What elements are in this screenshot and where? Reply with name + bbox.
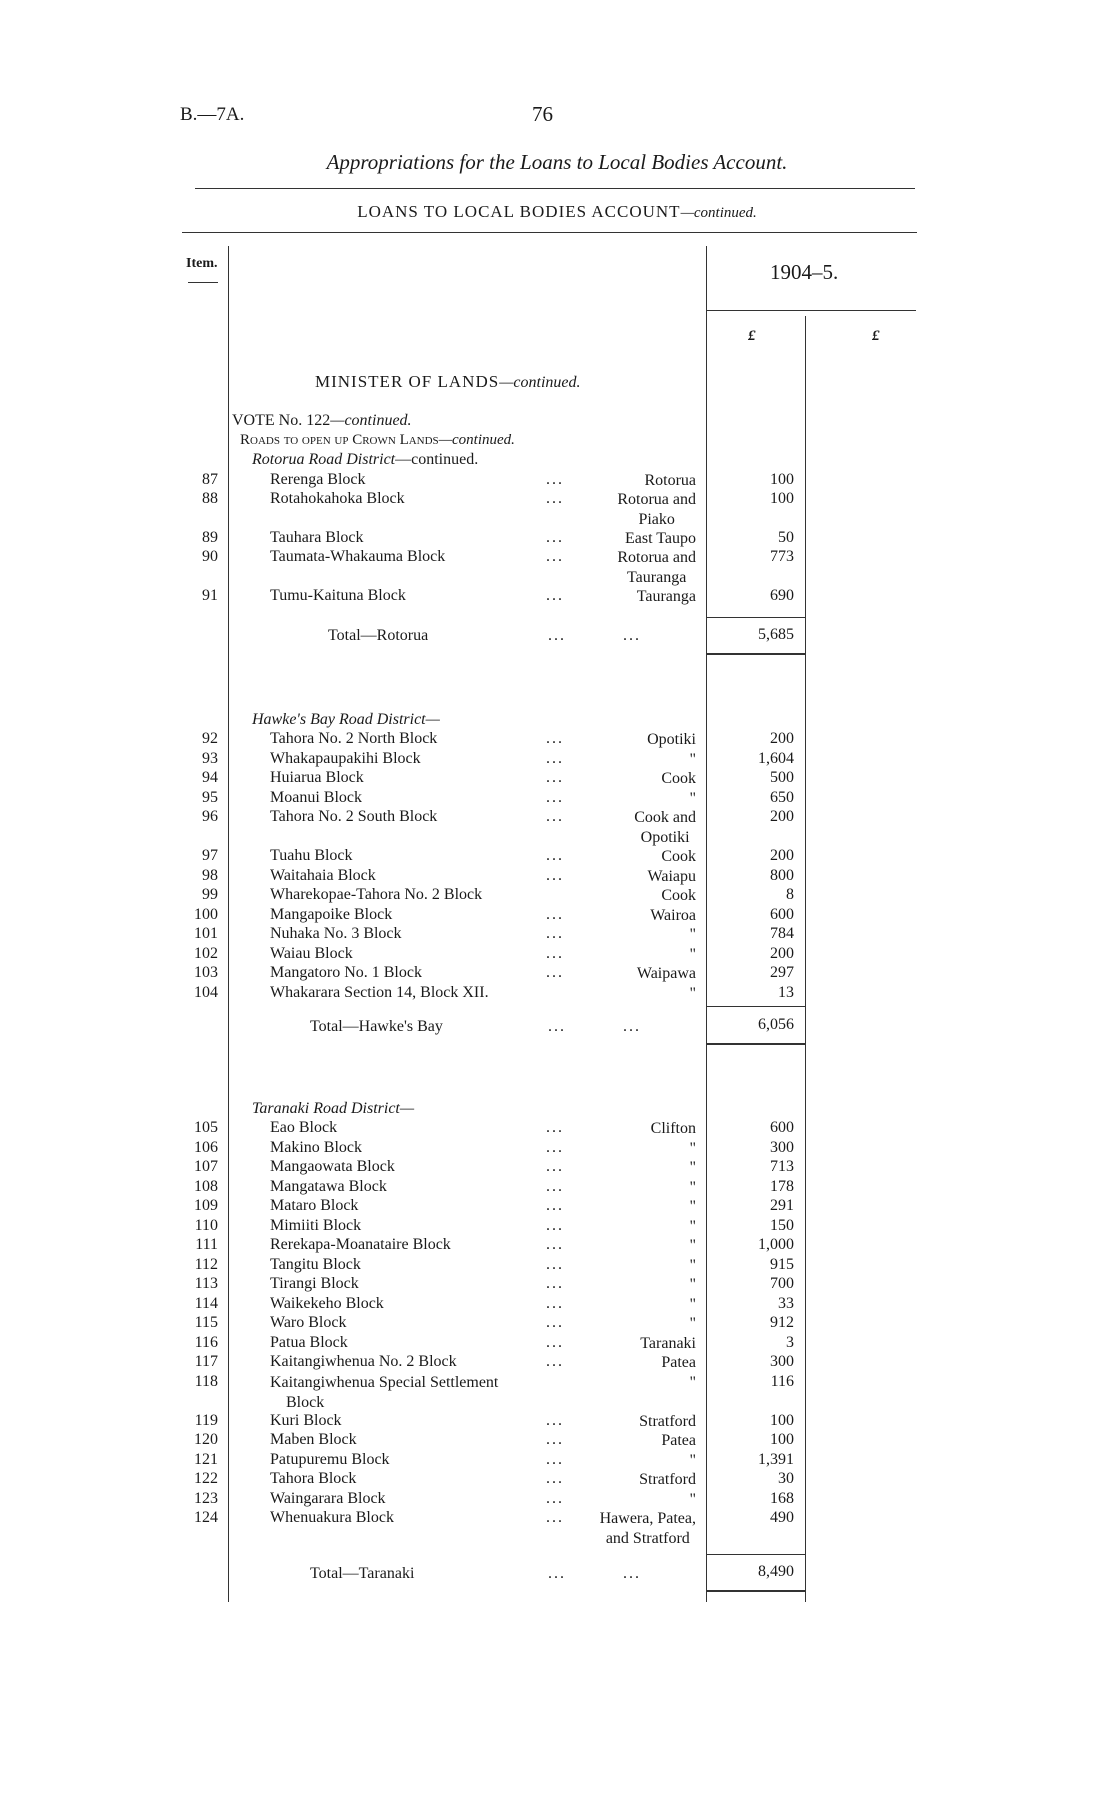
hawkes-bay-row [0, 769, 1114, 789]
taranaki-row [0, 1197, 1114, 1217]
taranaki-district-heading: Taranaki Road District— [252, 1100, 415, 1117]
taranaki-block-name: Tirangi Block [270, 1275, 359, 1292]
taranaki-block-name: Waikekeho Block [270, 1295, 384, 1312]
taranaki-amount: 168 [770, 1490, 794, 1507]
hawkes-bay-item-number: 92 [202, 730, 218, 747]
hawkes-bay-item-number: 98 [202, 867, 218, 884]
taranaki-leader-dots: ... [546, 1178, 564, 1195]
rotorua-total-rule-top [706, 617, 805, 618]
taranaki-amount: 3 [786, 1334, 794, 1351]
item-column-header: Item. [186, 256, 218, 271]
taranaki-county: " [689, 1257, 696, 1274]
rotorua-leader-dots: ... [546, 587, 564, 604]
hawkes-bay-amount: 800 [770, 867, 794, 884]
taranaki-amount: 915 [770, 1256, 794, 1273]
hawkes-bay-row [0, 945, 1114, 965]
taranaki-row [0, 1236, 1114, 1256]
hawkes-bay-row [0, 886, 1114, 906]
rotorua-heading-continued: —continued. [395, 451, 479, 468]
hawkes-bay-county: " [689, 751, 696, 768]
taranaki-row [0, 1412, 1114, 1432]
hawkes-bay-row [0, 964, 1114, 984]
hawkes-bay-total-amount: 6,056 [758, 1016, 794, 1033]
rotorua-heading-text: Rotorua Road District [252, 451, 396, 468]
taranaki-amount: 700 [770, 1275, 794, 1292]
taranaki-amount: 100 [770, 1431, 794, 1448]
taranaki-item-number: 111 [195, 1236, 218, 1253]
hawkes-bay-total-rule-top [706, 1006, 805, 1007]
taranaki-block-name: Rerekapa-Moanataire Block [270, 1236, 451, 1253]
hawkes-bay-item-number: 94 [202, 769, 218, 786]
taranaki-row [0, 1490, 1114, 1510]
hawkes-bay-row [0, 867, 1114, 887]
taranaki-total-label: Total—Taranaki [310, 1565, 415, 1582]
hawkes-bay-row [0, 808, 1114, 846]
taranaki-item-number: 109 [194, 1197, 218, 1214]
rotorua-item-number: 87 [202, 471, 218, 488]
taranaki-item-number: 121 [194, 1451, 218, 1468]
account-subtitle-continued: —continued. [680, 205, 757, 221]
taranaki-item-number: 119 [194, 1412, 218, 1429]
minister-heading [315, 372, 581, 392]
taranaki-county: " [689, 1452, 696, 1469]
hawkes-bay-amount: 200 [770, 847, 794, 864]
vote-heading-text: VOTE No. 122 [232, 412, 331, 429]
hawkes-bay-county: Cook [661, 848, 696, 865]
taranaki-leader-dots: ... [546, 1334, 564, 1351]
hawkes-bay-amount: 297 [770, 964, 794, 981]
hawkes-bay-county: " [689, 946, 696, 963]
hawkes-bay-leader-dots: ... [546, 789, 564, 806]
taranaki-county: " [689, 1140, 696, 1157]
hawkes-bay-item-number: 97 [202, 847, 218, 864]
rotorua-leader-dots: ... [546, 471, 564, 488]
taranaki-county: Hawera, Patea, and Stratford [599, 1510, 696, 1547]
hawkes-bay-county: Cook [661, 887, 696, 904]
minister-heading-text: MINISTER OF LANDS [315, 372, 500, 391]
hawkes-bay-amount: 8 [786, 886, 794, 903]
taranaki-amount: 300 [770, 1353, 794, 1370]
taranaki-leader-dots: ... [546, 1490, 564, 1507]
roads-heading [240, 432, 515, 449]
taranaki-block-name: Tahora Block [270, 1470, 357, 1487]
taranaki-item-number: 106 [194, 1139, 218, 1156]
hawkes-bay-block-name: Moanui Block [270, 789, 362, 806]
taranaki-county: " [689, 1374, 696, 1391]
taranaki-item-number: 114 [194, 1295, 218, 1312]
hawkes-bay-county: Wairoa [650, 907, 696, 924]
taranaki-leader-dots: ... [546, 1217, 564, 1234]
hawkes-bay-leader-dots: ... [546, 945, 564, 962]
rotorua-county: Tauranga [636, 588, 696, 605]
taranaki-amount: 150 [770, 1217, 794, 1234]
hawkes-bay-row [0, 789, 1114, 809]
hawkes-bay-county: " [689, 790, 696, 807]
taranaki-item-number: 120 [194, 1431, 218, 1448]
taranaki-block-name: Kuri Block [270, 1412, 342, 1429]
hawkes-bay-item-number: 96 [202, 808, 218, 825]
taranaki-row [0, 1431, 1114, 1451]
rotorua-block-name: Rotahokahoka Block [270, 490, 405, 507]
hawkes-bay-block-name: Whakapaupakihi Block [270, 750, 421, 767]
hawkes-bay-block-name: Waiau Block [270, 945, 353, 962]
hawkes-bay-leader-dots: ... [546, 750, 564, 767]
rotorua-row [0, 529, 1114, 549]
roads-heading-continued: —continued. [438, 432, 515, 448]
title-rule [195, 188, 915, 189]
taranaki-leader-dots: ... [546, 1431, 564, 1448]
hawkes-bay-block-name: Tuahu Block [270, 847, 353, 864]
hawkes-bay-block-name: Mangatoro No. 1 Block [270, 964, 422, 981]
taranaki-total-rule-bottom [706, 1590, 805, 1592]
taranaki-county: Patea [661, 1432, 696, 1449]
hawkes-bay-leader-dots: ... [546, 769, 564, 786]
hawkes-bay-item-number: 101 [194, 925, 218, 942]
rotorua-county: Rotorua and Piako [617, 491, 696, 528]
hawkes-bay-block-name: Waitahaia Block [270, 867, 376, 884]
page-number: 76 [532, 102, 553, 126]
taranaki-row [0, 1334, 1114, 1354]
taranaki-leader-dots: ... [546, 1275, 564, 1292]
taranaki-block-name: Tangitu Block [270, 1256, 361, 1273]
taranaki-total-rule-top [706, 1554, 805, 1555]
rotorua-district-heading [252, 451, 478, 469]
taranaki-block-name: Patupuremu Block [270, 1451, 390, 1468]
hawkes-bay-amount: 200 [770, 730, 794, 747]
taranaki-amount: 300 [770, 1139, 794, 1156]
year-column-header: 1904–5. [770, 260, 839, 284]
hawkes-bay-item-number: 102 [194, 945, 218, 962]
rotorua-county: Rotorua [644, 472, 696, 489]
report-reference: B.—7A. [180, 104, 245, 125]
hawkes-bay-block-name: Tahora No. 2 South Block [270, 808, 438, 825]
taranaki-leader-dots: ... [546, 1451, 564, 1468]
taranaki-block-name: Mataro Block [270, 1197, 359, 1214]
hawkes-bay-leader-dots: ... [546, 964, 564, 981]
taranaki-item-number: 110 [194, 1217, 218, 1234]
taranaki-amount: 600 [770, 1119, 794, 1136]
taranaki-amount: 291 [770, 1197, 794, 1214]
hawkes-bay-leader-dots: ... [546, 867, 564, 884]
taranaki-block-name: Makino Block [270, 1139, 362, 1156]
taranaki-row [0, 1470, 1114, 1490]
taranaki-item-number: 116 [194, 1334, 218, 1351]
rotorua-block-name: Tumu-Kaituna Block [270, 587, 406, 604]
account-subtitle [0, 202, 1114, 222]
taranaki-block-name: Kaitangiwhenua Special Settlement Block [270, 1374, 499, 1411]
taranaki-row [0, 1275, 1114, 1295]
hawkes-bay-leader-dots: ... [546, 925, 564, 942]
taranaki-row [0, 1256, 1114, 1276]
hawkes-bay-county: Waiapu [647, 868, 696, 885]
pound-column-header-2: £ [872, 328, 880, 344]
rotorua-row [0, 490, 1114, 528]
rotorua-block-name: Taumata-Whakauma Block [270, 548, 446, 565]
taranaki-item-number: 124 [194, 1509, 218, 1526]
taranaki-leader-dots: ... [546, 1295, 564, 1312]
rotorua-item-number: 89 [202, 529, 218, 546]
hawkes-bay-row [0, 730, 1114, 750]
taranaki-amount: 100 [770, 1412, 794, 1429]
taranaki-county: Stratford [639, 1471, 696, 1488]
rotorua-amount: 690 [770, 587, 794, 604]
taranaki-leader-dots: ... [546, 1197, 564, 1214]
hawkes-bay-row [0, 925, 1114, 945]
taranaki-block-name: Kaitangiwhenua No. 2 Block [270, 1353, 457, 1370]
taranaki-row [0, 1139, 1114, 1159]
taranaki-county: Clifton [650, 1120, 696, 1137]
taranaki-county: " [689, 1276, 696, 1293]
taranaki-leader-dots: ... [546, 1158, 564, 1175]
hawkes-bay-block-name: Mangapoike Block [270, 906, 393, 923]
roads-heading-text: Roads to open up Crown Lands [240, 432, 439, 448]
rotorua-leader-dots: ... [546, 529, 564, 546]
hawkes-bay-amount: 500 [770, 769, 794, 786]
hawkes-bay-item-number: 95 [202, 789, 218, 806]
taranaki-leader-dots: ... [546, 1470, 564, 1487]
rotorua-total-dots-1: ... [548, 627, 566, 644]
hawkes-bay-amount: 600 [770, 906, 794, 923]
hawkes-bay-total-dots-2: ... [623, 1018, 641, 1035]
hawkes-bay-amount: 784 [770, 925, 794, 942]
taranaki-amount: 116 [770, 1373, 794, 1390]
taranaki-county: " [689, 1179, 696, 1196]
taranaki-county: Taranaki [640, 1335, 696, 1352]
taranaki-amount: 1,000 [758, 1236, 794, 1253]
hawkes-bay-row [0, 847, 1114, 867]
taranaki-county: " [689, 1218, 696, 1235]
taranaki-block-name: Patua Block [270, 1334, 348, 1351]
hawkes-bay-county: Opotiki [647, 731, 696, 748]
taranaki-leader-dots: ... [546, 1509, 564, 1526]
hawkes-bay-county: " [689, 926, 696, 943]
taranaki-item-number: 113 [194, 1275, 218, 1292]
rotorua-item-number: 91 [202, 587, 218, 604]
taranaki-row [0, 1217, 1114, 1237]
hawkes-bay-total-label: Total—Hawke's Bay [310, 1018, 443, 1035]
hawkes-bay-district-heading: Hawke's Bay Road District— [252, 711, 440, 728]
rotorua-total-dots-2: ... [623, 627, 641, 644]
hawkes-bay-county: " [689, 985, 696, 1002]
taranaki-total-dots-2: ... [623, 1565, 641, 1582]
taranaki-block-name: Mangatawa Block [270, 1178, 387, 1195]
hawkes-bay-total-dots-1: ... [548, 1018, 566, 1035]
taranaki-row [0, 1178, 1114, 1198]
taranaki-block-name: Whenuakura Block [270, 1509, 394, 1526]
rotorua-row [0, 587, 1114, 607]
item-header-underline [188, 282, 218, 283]
hawkes-bay-amount: 650 [770, 789, 794, 806]
hawkes-bay-amount: 13 [778, 984, 794, 1001]
rotorua-amount: 100 [770, 471, 794, 488]
taranaki-item-number: 123 [194, 1490, 218, 1507]
taranaki-row [0, 1373, 1114, 1411]
taranaki-county: " [689, 1237, 696, 1254]
vote-heading-continued: —continued. [330, 412, 412, 429]
rotorua-total-rule-bottom [706, 653, 805, 655]
taranaki-leader-dots: ... [546, 1236, 564, 1253]
taranaki-total-dots-1: ... [548, 1565, 566, 1582]
hawkes-bay-row [0, 906, 1114, 926]
rotorua-total-label: Total—Rotorua [328, 627, 429, 644]
taranaki-leader-dots: ... [546, 1412, 564, 1429]
rotorua-leader-dots: ... [546, 490, 564, 507]
year-header-rule [706, 310, 916, 311]
rotorua-county: East Taupo [624, 530, 696, 547]
taranaki-row [0, 1509, 1114, 1547]
hawkes-bay-amount: 1,604 [758, 750, 794, 767]
hawkes-bay-amount: 200 [770, 808, 794, 825]
pound-column-header-1: £ [748, 328, 756, 344]
taranaki-row [0, 1451, 1114, 1471]
hawkes-bay-block-name: Nuhaka No. 3 Block [270, 925, 402, 942]
taranaki-total-amount: 8,490 [758, 1563, 794, 1580]
hawkes-bay-block-name: Whakarara Section 14, Block XII. [270, 984, 489, 1001]
hawkes-bay-item-number: 99 [202, 886, 218, 903]
taranaki-amount: 1,391 [758, 1451, 794, 1468]
taranaki-block-name: Mimiiti Block [270, 1217, 362, 1234]
taranaki-leader-dots: ... [546, 1119, 564, 1136]
rotorua-total-amount: 5,685 [758, 626, 794, 643]
hawkes-bay-block-name: Huiarua Block [270, 769, 364, 786]
hawkes-bay-item-number: 93 [202, 750, 218, 767]
hawkes-bay-county: Cook [661, 770, 696, 787]
taranaki-county: Patea [661, 1354, 696, 1371]
taranaki-leader-dots: ... [546, 1353, 564, 1370]
taranaki-amount: 912 [770, 1314, 794, 1331]
rotorua-row [0, 471, 1114, 491]
hawkes-bay-leader-dots: ... [546, 847, 564, 864]
taranaki-item-number: 117 [194, 1353, 218, 1370]
taranaki-amount: 490 [770, 1509, 794, 1526]
taranaki-leader-dots: ... [546, 1139, 564, 1156]
rotorua-county: Rotorua and Tauranga [617, 549, 696, 586]
taranaki-county: " [689, 1491, 696, 1508]
taranaki-block-name: Waro Block [270, 1314, 347, 1331]
taranaki-item-number: 108 [194, 1178, 218, 1195]
hawkes-bay-block-name: Wharekopae-Tahora No. 2 Block [270, 886, 483, 903]
taranaki-block-name: Waingarara Block [270, 1490, 386, 1507]
hawkes-bay-item-number: 100 [194, 906, 218, 923]
taranaki-county: " [689, 1296, 696, 1313]
rotorua-leader-dots: ... [546, 548, 564, 565]
taranaki-county: " [689, 1159, 696, 1176]
rotorua-amount: 50 [778, 529, 794, 546]
taranaki-item-number: 115 [194, 1314, 218, 1331]
hawkes-bay-amount: 200 [770, 945, 794, 962]
hawkes-bay-county: Cook and Opotiki [634, 809, 696, 846]
rotorua-amount: 773 [770, 548, 794, 565]
taranaki-county: " [689, 1198, 696, 1215]
subtitle-rule [182, 232, 917, 233]
taranaki-amount: 33 [778, 1295, 794, 1312]
taranaki-item-number: 112 [194, 1256, 218, 1273]
hawkes-bay-total-rule-bottom [706, 1043, 805, 1045]
hawkes-bay-leader-dots: ... [546, 730, 564, 747]
rotorua-block-name: Tauhara Block [270, 529, 364, 546]
taranaki-leader-dots: ... [546, 1314, 564, 1331]
taranaki-row [0, 1119, 1114, 1139]
hawkes-bay-item-number: 103 [194, 964, 218, 981]
taranaki-amount: 178 [770, 1178, 794, 1195]
taranaki-row [0, 1314, 1114, 1334]
taranaki-county: Stratford [639, 1413, 696, 1430]
hawkes-bay-row [0, 750, 1114, 770]
hawkes-bay-leader-dots: ... [546, 808, 564, 825]
vote-heading [232, 412, 412, 430]
taranaki-block-name: Mangaowata Block [270, 1158, 395, 1175]
taranaki-block-name: Maben Block [270, 1431, 357, 1448]
taranaki-row [0, 1158, 1114, 1178]
taranaki-row [0, 1353, 1114, 1373]
hawkes-bay-block-name: Tahora No. 2 North Block [270, 730, 438, 747]
taranaki-row [0, 1295, 1114, 1315]
page-title: Appropriations for the Loans to Local Bodies Account. [326, 150, 788, 174]
account-subtitle-text: LOANS TO LOCAL BODIES ACCOUNT [357, 202, 681, 221]
rotorua-item-number: 88 [202, 490, 218, 507]
rotorua-amount: 100 [770, 490, 794, 507]
taranaki-item-number: 107 [194, 1158, 218, 1175]
minister-heading-continued: —continued. [499, 374, 581, 391]
taranaki-leader-dots: ... [546, 1256, 564, 1273]
taranaki-block-name: Eao Block [270, 1119, 338, 1136]
hawkes-bay-row [0, 984, 1114, 1004]
taranaki-item-number: 118 [194, 1373, 218, 1390]
taranaki-county: " [689, 1315, 696, 1332]
taranaki-amount: 30 [778, 1470, 794, 1487]
rotorua-block-name: Rerenga Block [270, 471, 366, 488]
taranaki-amount: 713 [770, 1158, 794, 1175]
taranaki-item-number: 105 [194, 1119, 218, 1136]
hawkes-bay-leader-dots: ... [546, 906, 564, 923]
rotorua-row [0, 548, 1114, 586]
taranaki-item-number: 122 [194, 1470, 218, 1487]
rotorua-item-number: 90 [202, 548, 218, 565]
hawkes-bay-item-number: 104 [194, 984, 218, 1001]
hawkes-bay-county: Waipawa [636, 965, 696, 982]
